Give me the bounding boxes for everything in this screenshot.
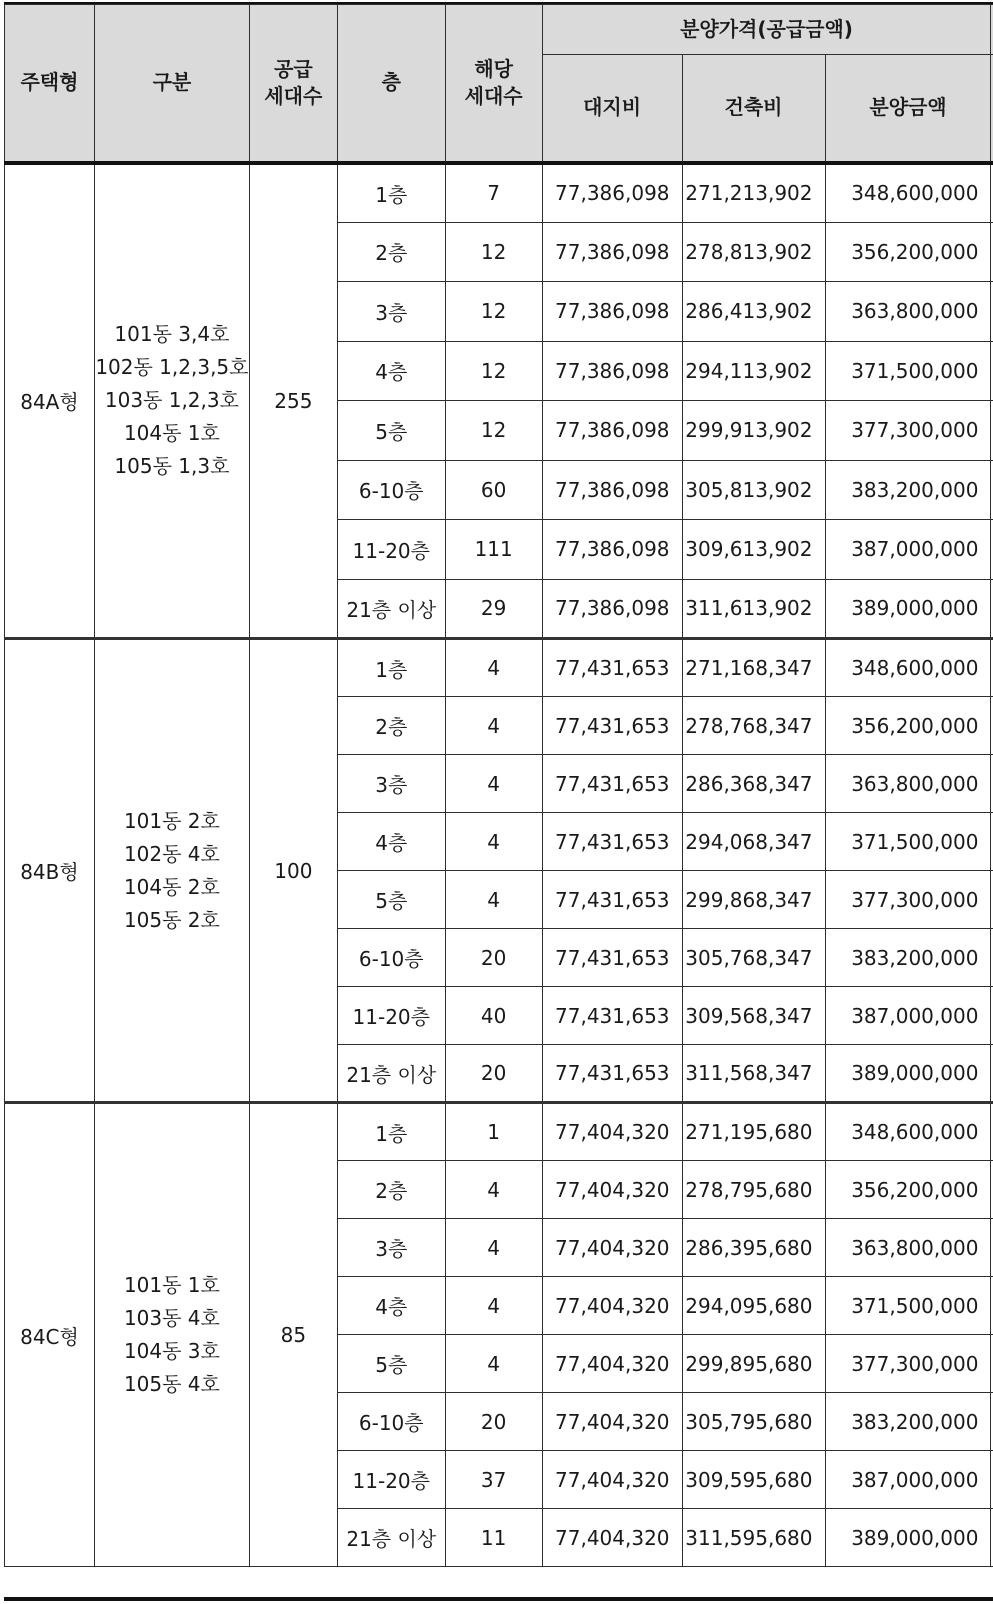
header-price-group: 분양가격(공급금액) <box>542 5 991 55</box>
floor-cell: 3층 <box>337 755 445 813</box>
sale-price-cell: 371,500,000 <box>825 341 991 401</box>
units-cell: 4 <box>445 871 542 929</box>
building-cost-cell: 299,895,680 <box>682 1335 825 1393</box>
land-cost-cell: 77,404,320 <box>542 1219 682 1277</box>
building-cost-cell: 294,095,680 <box>682 1277 825 1335</box>
building-cost-cell: 305,795,680 <box>682 1393 825 1451</box>
land-cost-cell: 77,404,320 <box>542 1509 682 1567</box>
units-cell: 4 <box>445 639 542 697</box>
header-units-text: 해당 세대수 <box>464 56 523 108</box>
building-cost-cell: 299,868,347 <box>682 871 825 929</box>
category-cell <box>94 1103 249 1567</box>
floor-cell: 3층 <box>337 1219 445 1277</box>
units-cell: 4 <box>445 1219 542 1277</box>
table-header <box>5 5 993 163</box>
header-units <box>445 5 542 163</box>
land-cost-cell: 77,431,653 <box>542 929 682 987</box>
units-cell: 40 <box>445 987 542 1045</box>
table-bottom-rule <box>4 1597 993 1601</box>
supply-units-cell: 85 <box>249 1103 337 1567</box>
table-row <box>5 163 993 223</box>
sale-price-cell: 356,200,000 <box>825 697 991 755</box>
units-cell: 20 <box>445 1393 542 1451</box>
header-house-type: 주택형 <box>5 5 95 163</box>
floor-cell: 5층 <box>337 1335 445 1393</box>
building-cost-cell: 309,613,902 <box>682 520 825 580</box>
header-supply-units <box>249 5 337 163</box>
floor-cell: 2층 <box>337 697 445 755</box>
table-row <box>5 639 993 697</box>
sale-price-cell: 363,800,000 <box>825 282 991 342</box>
sale-price-cell: 348,600,000 <box>825 639 991 697</box>
land-cost-cell: 77,431,653 <box>542 987 682 1045</box>
building-cost-cell: 294,113,902 <box>682 341 825 401</box>
supply-units-cell: 255 <box>249 163 337 639</box>
sale-price-cell: 389,000,000 <box>825 1045 991 1103</box>
sale-price-cell: 377,300,000 <box>825 1335 991 1393</box>
floor-cell: 21층 이상 <box>337 579 445 639</box>
building-cost-cell: 286,368,347 <box>682 755 825 813</box>
floor-cell: 2층 <box>337 1161 445 1219</box>
floor-cell: 6-10층 <box>337 929 445 987</box>
units-cell: 1 <box>445 1103 542 1161</box>
floor-cell: 5층 <box>337 871 445 929</box>
units-cell: 37 <box>445 1451 542 1509</box>
units-cell: 60 <box>445 460 542 520</box>
supply-units-cell: 100 <box>249 639 337 1103</box>
category-line: 103동 4호 <box>123 1306 220 1330</box>
units-cell: 4 <box>445 1161 542 1219</box>
units-cell: 7 <box>445 163 542 223</box>
category-line: 102동 1,2,3,5호 <box>95 355 249 380</box>
sale-price-cell: 363,800,000 <box>825 755 991 813</box>
land-cost-cell: 77,404,320 <box>542 1277 682 1335</box>
units-cell: 20 <box>445 929 542 987</box>
land-cost-cell: 77,386,098 <box>542 579 682 639</box>
sale-price-cell: 387,000,000 <box>825 1451 991 1509</box>
land-cost-cell: 77,386,098 <box>542 222 682 282</box>
category-line: 103동 1,2,3호 <box>104 388 239 413</box>
building-cost-cell: 278,795,680 <box>682 1161 825 1219</box>
sale-price-cell: 371,500,000 <box>825 1277 991 1335</box>
sale-price-cell: 383,200,000 <box>825 929 991 987</box>
category-line: 105동 1,3호 <box>114 454 230 479</box>
units-cell: 111 <box>445 520 542 580</box>
land-cost-cell: 77,386,098 <box>542 282 682 342</box>
header-land-cost: 대지비 <box>542 55 682 163</box>
sale-price-cell: 377,300,000 <box>825 871 991 929</box>
floor-cell: 4층 <box>337 813 445 871</box>
land-cost-cell: 77,386,098 <box>542 163 682 223</box>
category-line: 104동 3호 <box>123 1339 220 1363</box>
floor-cell: 5층 <box>337 401 445 461</box>
units-cell: 4 <box>445 697 542 755</box>
building-cost-cell: 278,813,902 <box>682 222 825 282</box>
house-type-cell: 84B형 <box>5 639 95 1103</box>
units-cell: 12 <box>445 222 542 282</box>
category-cell <box>94 639 249 1103</box>
header-supply-units-text: 공급 세대수 <box>264 56 323 108</box>
category-line: 105동 4호 <box>123 1372 220 1396</box>
land-cost-cell: 77,404,320 <box>542 1451 682 1509</box>
floor-cell: 6-10층 <box>337 1393 445 1451</box>
floor-cell: 11-20층 <box>337 987 445 1045</box>
floor-cell: 21층 이상 <box>337 1045 445 1103</box>
land-cost-cell: 77,431,653 <box>542 1045 682 1103</box>
sale-price-cell: 387,000,000 <box>825 987 991 1045</box>
building-cost-cell: 271,168,347 <box>682 639 825 697</box>
header-category: 구분 <box>94 5 249 163</box>
building-cost-cell: 305,768,347 <box>682 929 825 987</box>
units-cell: 12 <box>445 401 542 461</box>
house-type-cell: 84A형 <box>5 163 95 639</box>
floor-cell: 4층 <box>337 1277 445 1335</box>
sale-price-cell: 383,200,000 <box>825 1393 991 1451</box>
building-cost-cell: 311,595,680 <box>682 1509 825 1567</box>
building-cost-cell: 311,568,347 <box>682 1045 825 1103</box>
price-table <box>4 4 993 1567</box>
building-cost-cell: 286,413,902 <box>682 282 825 342</box>
units-cell: 4 <box>445 1335 542 1393</box>
land-cost-cell: 77,431,653 <box>542 697 682 755</box>
sale-price-cell: 356,200,000 <box>825 222 991 282</box>
land-cost-cell: 77,431,653 <box>542 871 682 929</box>
units-cell: 4 <box>445 813 542 871</box>
building-cost-cell: 286,395,680 <box>682 1219 825 1277</box>
land-cost-cell: 77,431,653 <box>542 755 682 813</box>
units-cell: 4 <box>445 755 542 813</box>
land-cost-cell: 77,431,653 <box>542 813 682 871</box>
units-cell: 4 <box>445 1277 542 1335</box>
building-cost-cell: 311,613,902 <box>682 579 825 639</box>
sale-price-cell: 371,500,000 <box>825 813 991 871</box>
category-cell <box>94 163 249 639</box>
category-line: 104동 2호 <box>123 874 220 899</box>
units-cell: 12 <box>445 341 542 401</box>
units-cell: 20 <box>445 1045 542 1103</box>
sale-price-cell: 356,200,000 <box>825 1161 991 1219</box>
building-cost-cell: 309,568,347 <box>682 987 825 1045</box>
sale-price-cell: 377,300,000 <box>825 401 991 461</box>
floor-cell: 4층 <box>337 341 445 401</box>
units-cell: 11 <box>445 1509 542 1567</box>
floor-cell: 1층 <box>337 1103 445 1161</box>
land-cost-cell: 77,404,320 <box>542 1335 682 1393</box>
category-line: 101동 3,4호 <box>114 322 230 347</box>
land-cost-cell: 77,386,098 <box>542 460 682 520</box>
category-line: 102동 4호 <box>123 841 220 866</box>
sale-price-cell: 348,600,000 <box>825 163 991 223</box>
floor-cell: 11-20층 <box>337 1451 445 1509</box>
land-cost-cell: 77,404,320 <box>542 1161 682 1219</box>
building-cost-cell: 271,195,680 <box>682 1103 825 1161</box>
floor-cell: 1층 <box>337 163 445 223</box>
house-type-cell: 84C형 <box>5 1103 95 1567</box>
sale-price-cell: 383,200,000 <box>825 460 991 520</box>
building-cost-cell: 294,068,347 <box>682 813 825 871</box>
table-row <box>5 1103 993 1161</box>
header-sale-price: 분양금액 <box>825 55 991 163</box>
building-cost-cell: 309,595,680 <box>682 1451 825 1509</box>
land-cost-cell: 77,431,653 <box>542 639 682 697</box>
sale-price-cell: 389,000,000 <box>825 579 991 639</box>
category-line: 101동 1호 <box>123 1273 220 1297</box>
sale-price-cell: 363,800,000 <box>825 1219 991 1277</box>
building-cost-cell: 278,768,347 <box>682 697 825 755</box>
category-line: 101동 2호 <box>123 808 220 833</box>
land-cost-cell: 77,404,320 <box>542 1103 682 1161</box>
land-cost-cell: 77,404,320 <box>542 1393 682 1451</box>
units-cell: 29 <box>445 579 542 639</box>
units-cell: 12 <box>445 282 542 342</box>
category-line: 104동 1호 <box>123 421 220 446</box>
building-cost-cell: 271,213,902 <box>682 163 825 223</box>
floor-cell: 2층 <box>337 222 445 282</box>
land-cost-cell: 77,386,098 <box>542 401 682 461</box>
land-cost-cell: 77,386,098 <box>542 341 682 401</box>
sale-price-cell: 387,000,000 <box>825 520 991 580</box>
building-cost-cell: 305,813,902 <box>682 460 825 520</box>
floor-cell: 1층 <box>337 639 445 697</box>
floor-cell: 3층 <box>337 282 445 342</box>
floor-cell: 6-10층 <box>337 460 445 520</box>
header-building-cost: 건축비 <box>682 55 825 163</box>
table-body <box>5 163 993 1567</box>
category-line: 105동 2호 <box>123 907 220 932</box>
sale-price-cell: 348,600,000 <box>825 1103 991 1161</box>
header-floor: 층 <box>337 5 445 163</box>
sale-price-cell: 389,000,000 <box>825 1509 991 1567</box>
building-cost-cell: 299,913,902 <box>682 401 825 461</box>
floor-cell: 21층 이상 <box>337 1509 445 1567</box>
floor-cell: 11-20층 <box>337 520 445 580</box>
land-cost-cell: 77,386,098 <box>542 520 682 580</box>
